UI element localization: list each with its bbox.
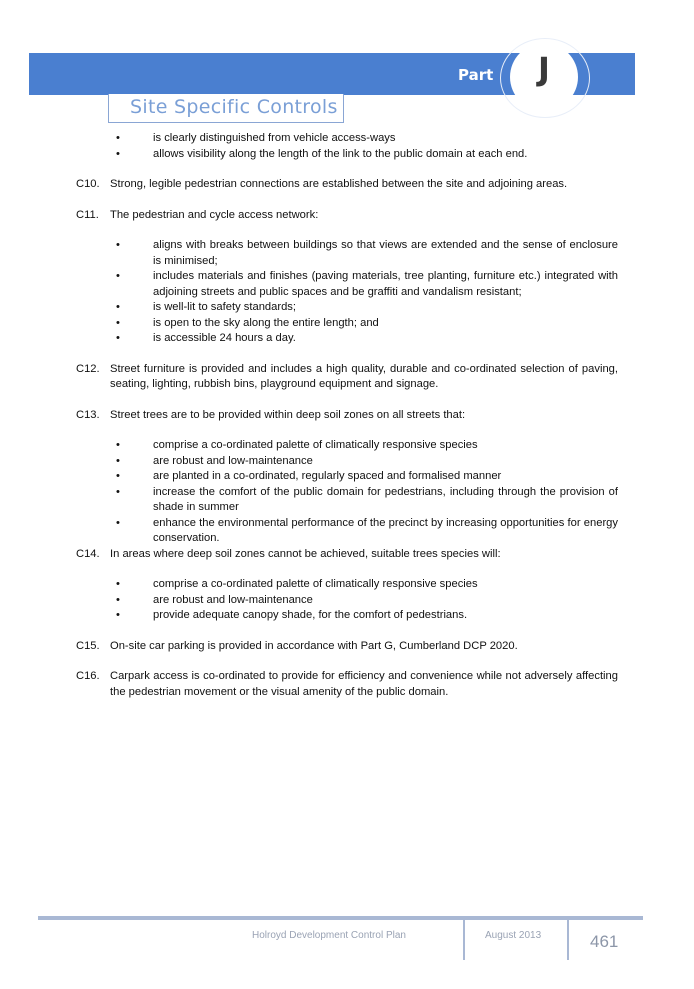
page-number: 461 bbox=[590, 932, 619, 951]
bullet-icon: • bbox=[116, 147, 120, 160]
bullet-icon: • bbox=[116, 609, 120, 621]
bullet-icon: • bbox=[116, 470, 120, 482]
footer-date: August 2013 bbox=[485, 930, 542, 941]
list-item: • comprise a co-ordinated palette of climatically responsive species bbox=[76, 577, 618, 593]
part-label: Part bbox=[458, 66, 494, 84]
bullet-icon: • bbox=[116, 132, 120, 144]
list-item: • are robust and low-maintenance bbox=[76, 593, 618, 609]
list-item: • comprise a co-ordinated palette of climatically responsive species bbox=[76, 438, 618, 454]
footer-doc-title: Holroyd Development Control Plan bbox=[252, 930, 406, 941]
section-title: Site Specific Controls bbox=[130, 96, 338, 118]
bullet-icon: • bbox=[116, 485, 120, 498]
bullet-icon: • bbox=[116, 439, 120, 451]
list-item: • is clearly distinguished from vehicle access-ways bbox=[76, 131, 618, 147]
bullet-icon: • bbox=[116, 593, 120, 606]
bullet-icon: • bbox=[116, 516, 120, 529]
part-letter: J bbox=[538, 50, 550, 88]
clause-c11: C11. The pedestrian and cycle access network: bbox=[76, 208, 319, 221]
list-item: • includes materials and finishes (paving materials, tree planting, furniture etc.) integrated with adjoining streets and public spaces and be graffiti and vandalism resistant; bbox=[116, 270, 618, 298]
clause-c12: C12. Street furniture is provided and includes a high quality, durable and co-ordinated selection of paving, seating, lighting, rubbish bins, playground equipment and signage. bbox=[76, 362, 618, 390]
clause-c13: C13. Street trees are to be provided within deep soil zones on all streets that: bbox=[76, 408, 466, 421]
list-item: • enhance the environmental performance of the precinct by increasing opportunities for energy conservation. bbox=[116, 516, 618, 544]
bullet-icon: • bbox=[116, 316, 120, 329]
list-item: • are planted in a co-ordinated, regularly spaced and formalised manner bbox=[76, 469, 618, 485]
controls-content bbox=[76, 131, 618, 700]
footer-rule bbox=[38, 916, 643, 920]
bullet-icon: • bbox=[116, 270, 120, 282]
list-item: • aligns with breaks between buildings so that views are extended and the sense of enclosure is minimised; bbox=[116, 239, 618, 267]
bullet-icon: • bbox=[116, 454, 120, 467]
list-item: • provide adequate canopy shade, for the comfort of pedestrians. bbox=[76, 608, 618, 624]
list-item: • increase the comfort of the public domain for pedestrians, including through the provision of shade in summer bbox=[116, 485, 618, 513]
clause-c16: C16. Carpark access is co-ordinated to provide for efficiency and convenience while not adversely affecting the pedestrian movement or the visual amenity of the public domain. bbox=[76, 670, 618, 698]
list-item: • are robust and low-maintenance bbox=[76, 454, 618, 470]
list-item: • allows visibility along the length of the link to the public domain at each end. bbox=[76, 147, 618, 163]
bullet-icon: • bbox=[116, 239, 120, 251]
footer-divider bbox=[567, 920, 569, 960]
list-item: • is open to the sky along the entire length; and bbox=[76, 316, 618, 332]
list-item: • is well-lit to safety standards; bbox=[76, 300, 618, 316]
clause-c15: C15. On-site car parking is provided in accordance with Part G, Cumberland DCP 2020. bbox=[76, 639, 518, 652]
bullet-icon: • bbox=[116, 301, 120, 313]
footer-divider bbox=[463, 920, 465, 960]
bullet-icon: • bbox=[116, 332, 120, 344]
clause-c10: C10. Strong, legible pedestrian connections are established between the site and adjoining areas. bbox=[76, 178, 568, 190]
bullet-icon: • bbox=[116, 578, 120, 590]
clause-c14: C14. In areas where deep soil zones cannot be achieved, suitable trees species will: bbox=[76, 547, 501, 560]
list-item: • is accessible 24 hours a day. bbox=[76, 331, 618, 347]
